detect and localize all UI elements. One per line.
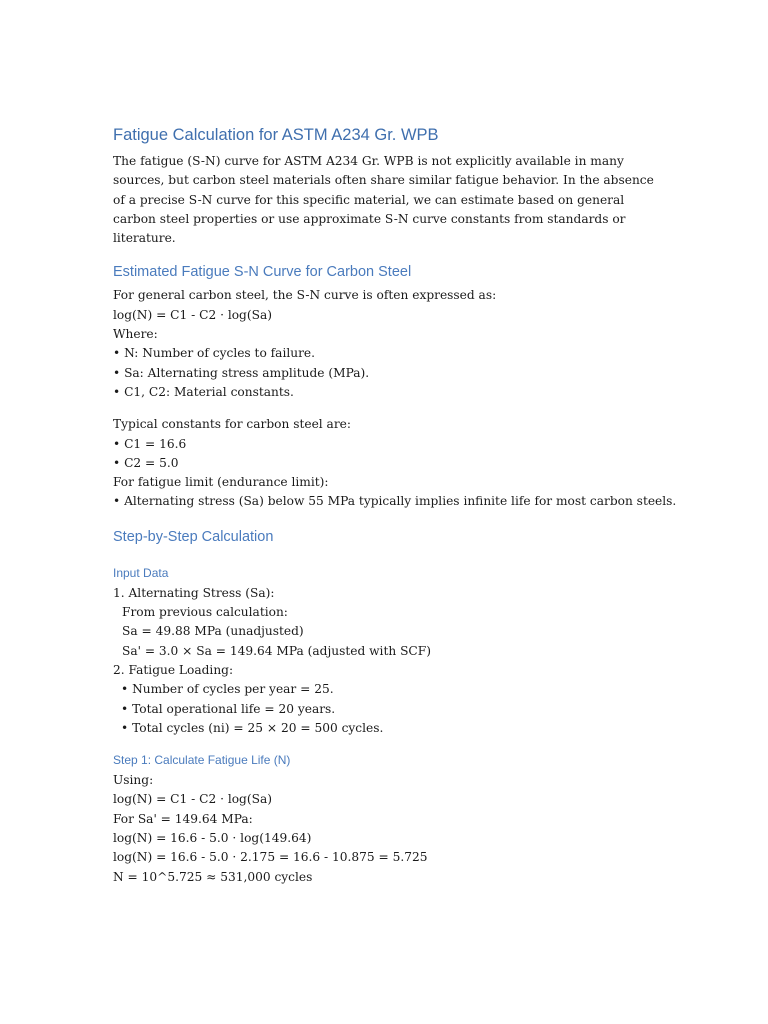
formula-line: log(N) = C1 - C2 · log(Sa) [113,792,272,807]
section-heading-step-by-step: Step-by-Step Calculation [113,528,274,545]
subheading-input-data: Input Data [113,565,169,580]
bullet-item: • C1, C2: Material constants. [113,384,294,399]
bullet-item: • Alternating stress (Sa) below 55 MPa typically implies infinite life for most carbon steels. [113,494,677,509]
bullet-item: • Total cycles (ni) = 25 × 20 = 500 cycles. [121,720,384,735]
input-data-list [113,584,658,738]
text-line: For fatigue limit (endurance limit): [113,475,329,490]
result-line: N = 10^5.725 ≈ 531,000 cycles [113,869,313,884]
formula-line: log(N) = 16.6 - 5.0 · 2.175 = 16.6 - 10.875 = 5.725 [113,850,428,865]
text-line: Using: [113,773,154,788]
bullet-item: • Number of cycles per year = 25. [121,682,334,697]
list-item: 2. Fatigue Loading: [113,662,234,677]
list-item: Sa = 49.88 MPa (unadjusted) [122,624,304,639]
text-line: Typical constants for carbon steel are: [113,417,351,432]
text-line: For Sa' = 149.64 MPa: [113,811,253,826]
section-heading-sn-curve: Estimated Fatigue S-N Curve for Carbon Steel [113,264,412,281]
spacer [113,551,658,564]
list-item: From previous calculation: [122,605,288,620]
document-page [113,124,677,887]
bullet-item: • C2 = 5.0 [113,455,179,470]
page-title: Fatigue Calculation for ASTM A234 Gr. WPB [113,126,439,144]
formula-line: log(N) = C1 - C2 · log(Sa) [113,307,272,322]
spacer [113,248,658,262]
intro-paragraph: The fatigue (S-N) curve for ASTM A234 Gr. WPB is not explicitly available in many sources, but carbon steel materials often share similar fatigue behavior. In the absence of a precise S-N curve for this specific material, we can estimate based on general carbon steel properties or use approximate S-N curve constants from standards or literature. [113,154,654,246]
constants-text [113,415,677,511]
text-line: For general carbon steel, the S-N curve is often expressed as: [113,288,497,303]
subheading-step-1: Step 1: Calculate Fatigue Life (N) [113,753,291,768]
spacer [113,738,658,751]
step1-calculation [113,771,658,887]
spacer [113,512,658,527]
bullet-item: • Sa: Alternating stress amplitude (MPa). [113,365,370,380]
list-item: Sa' = 3.0 × Sa = 149.64 MPa (adjusted with SCF) [122,643,431,658]
bullet-item: • C1 = 16.6 [113,436,187,451]
spacer [113,402,658,415]
sn-curve-text [113,286,658,402]
bullet-item: • N: Number of cycles to failure. [113,346,315,361]
list-item: 1. Alternating Stress (Sa): [113,585,275,600]
formula-line: log(N) = 16.6 - 5.0 · log(149.64) [113,831,312,846]
text-line: Where: [113,327,158,342]
bullet-item: • Total operational life = 20 years. [121,701,336,716]
